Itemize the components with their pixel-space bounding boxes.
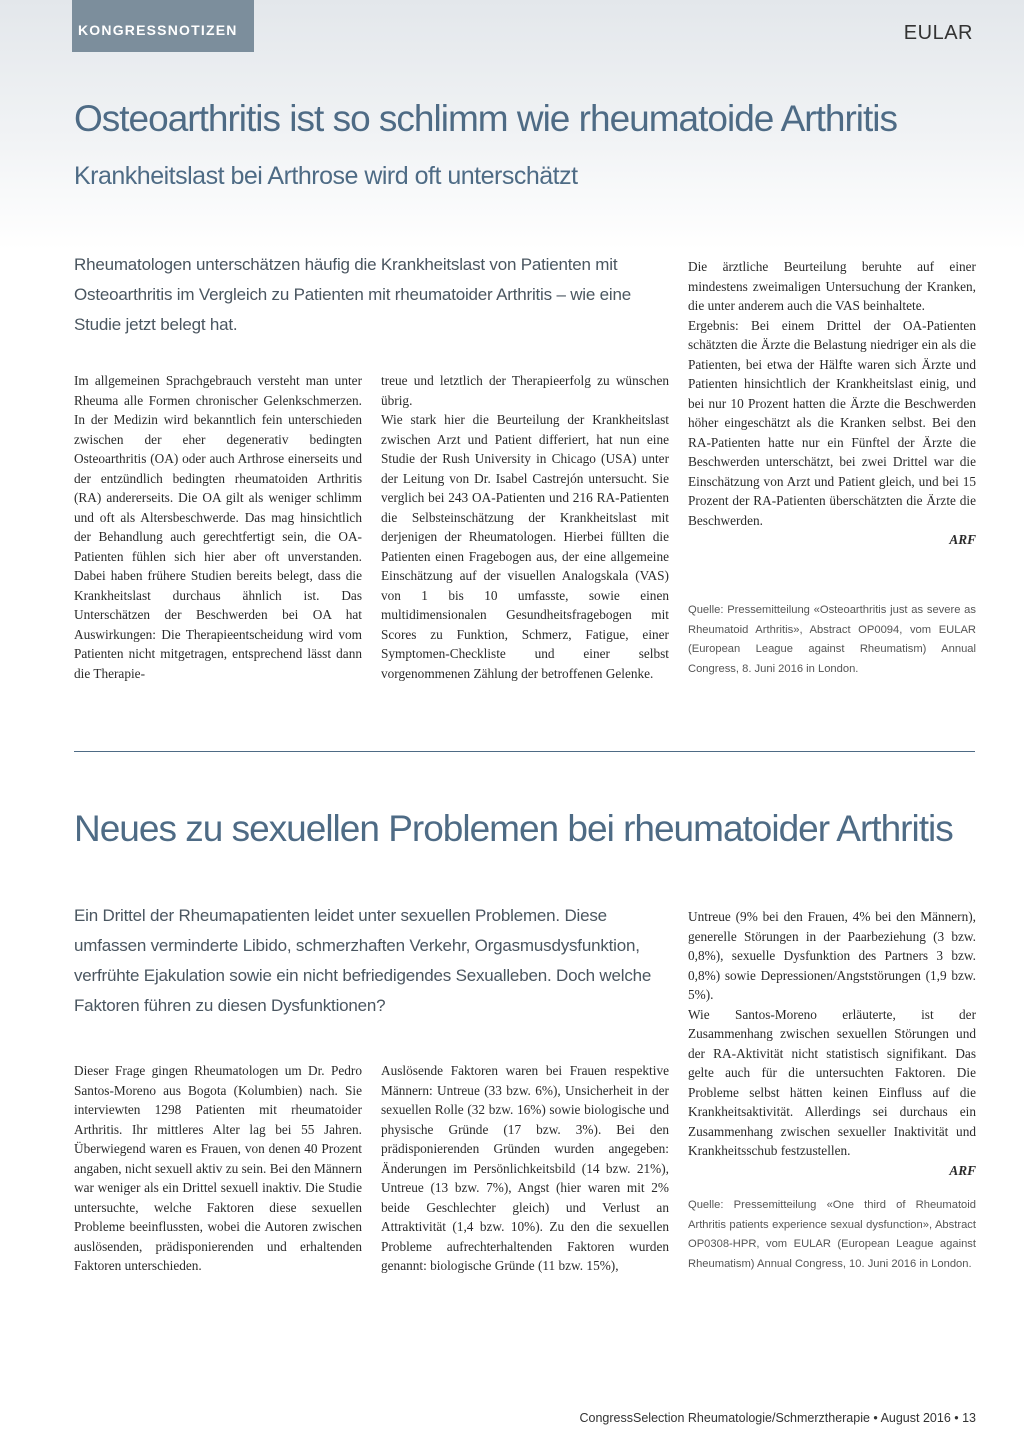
article1-column-3 [688,257,976,550]
article1-subtitle: Krankheitslast bei Arthrose wird oft unterschätzt [74,162,578,190]
article2-column-3 [688,907,976,1180]
page-footer: CongressSelection Rheumatologie/Schmerztherapie • August 2016 • 13 [579,1411,976,1425]
article2-title: Neues zu sexuellen Problemen bei rheumatoider Arthritis [74,808,953,849]
article2-author-signature: ARF [949,1162,976,1178]
article1-column-2 [381,371,669,683]
article1-col2-paragraph-1: treue und letztlich der Therapieerfolg zu wünschen übrig. [381,373,669,408]
article2-col3-paragraph-1: Untreue (9% bei den Frauen, 4% bei den Männern), generelle Störungen in der Paarbeziehung (3 bzw. 0,8%), sexuelle Dysfunktion des Partners 3 bzw. 0,8%) sowie Depressionen/Angststörungen (1,9 bzw. 5%). [688,909,976,1002]
article2-col1-paragraph: Dieser Frage gingen Rheumatologen um Dr. Pedro Santos-Moreno aus Bogota (Kolumbien) nach. Sie interviewten 1298 Patienten mit rheumatoider Arthritis. Ihr mittleres Alter lag bei 55 Jahren. Überwiegend waren es Frauen, von denen 40 Prozent angaben, nicht sexuell aktiv zu sein. Bei den Männern war weniger als ein Drittel sexuell inaktiv. Die Studie untersuchte, welche Faktoren diese sexuellen Probleme beeinflussten, wobei die Autoren zwischen auslösenden, prädisponierenden und erhaltenden Faktoren unterschieden. [74,1063,363,1273]
article2-col2-paragraph: Auslösende Faktoren waren bei Frauen respektive Männern: Untreue (33 bzw. 6%), Unsicherheit in der sexuellen Rolle (32 bzw. 16%) sowie biologische und physische Gründe (17 bzw. 3%). Bei den prädisponierenden Gründen wurden angegeben: Änderungen im Persönlichkeitsbild (14 bzw. 21%), Untreue (13 bzw. 7%), Angst (hier waren mit 2% beide Geschlechter gleich) und Verlust an Attraktivität (1,4 bzw. 10%). Zu den die sexuellen Probleme aufrechterhaltenden Faktoren wurden genannt: biologische Gründe (11 bzw. 15%), [381,1063,669,1273]
article2-column-1 [74,1061,362,1276]
article1-col2-paragraph-2: Wie stark hier die Beurteilung der Krankheitslast zwischen Arzt und Patient differiert, hat nun eine Studie der Rush University in Chicago (USA) unter der Leitung von Dr. Isabel Castrejón untersucht. Sie verglich bei 243 OA-Patienten und 216 RA-Patienten die Selbsteinschätzung der Krankheitslast mit derjenigen der Rheumatologen. Hierbei füllten die Patienten einen Fragebogen aus, der eine allgemeine Einschätzung auf der visuellen Analogskala (VAS) von 1 bis 10 umfasste, sowie einen multidimensionalen Gesundheitsfragebogen mit Scores zu Funktion, Schmerz, Fatigue, einer Symptomen-Checkliste und einer selbst vorgenommenen Zählung der betroffenen Gelenke. [381,412,669,681]
section-label: KONGRESSNOTIZEN [72,0,254,52]
article2-column-2 [381,1061,669,1276]
topic-label: EULAR [903,22,973,44]
article1-col3-paragraph-1: Die ärztliche Beurteilung beruhte auf einer mindestens zweimaligen Untersuchung der Kranken, die unter anderem auch die VAS beinhaltete. [688,259,976,313]
article-divider [74,751,975,752]
article2-col3-paragraph-2: Wie Santos-Moreno erläuterte, ist der Zusammenhang zwischen sexuellen Störungen und der RA-Aktivität nicht statistisch signifikant. Das gelte auch für die untersuchten Faktoren. Die Probleme selbst hätten keinen Einfluss auf die Krankheitsaktivität. Allerdings sei durchaus ein Zusammenhang zwischen sexueller Inaktivität und Krankheitsschub festzustellen. [688,1006,976,1158]
article1-col1-paragraph: Im allgemeinen Sprachgebrauch versteht man unter Rheuma alle Formen chronischer Gelenkschmerzen. In der Medizin wird bekanntlich fein unterschieden zwischen der eher degenerativ bedingten Osteoarthritis (OA) oder auch Arthrose einerseits und der entzündlich bedingten rheumatoiden Arthritis (RA) andererseits. Die OA gilt als weniger schlimm und oft als Altersbeschwerde. Das mag hinsichtlich der Behandlung auch gerechtfertigt sein, die OA-Patienten fühlen sich hier aber oft unverstanden. Dabei haben frühere Studien bereits belegt, dass die Krankheitslast durchaus ähnlich ist. Das Unterschätzen der Beschwerden bei OA hat Auswirkungen: Die Therapieentscheidung wird vom Patienten nicht mitgetragen, entsprechend lässt dann die Therapie- [74,373,362,681]
article2-lead: Ein Drittel der Rheumapatienten leidet unter sexuellen Problemen. Diese umfassen verminderte Libido, schmerzhaften Verkehr, Orgasmusdysfunktion, verfrühte Ejakulation sowie ein nicht befriedigendes Sexualleben. Doch welche Faktoren führen zu diesen Dysfunktionen? [74,906,652,1015]
article1-column-1 [74,371,362,683]
article1-lead: Rheumatologen unterschätzen häufig die Krankheitslast von Patienten mit Osteoarthritis im Vergleich zu Patienten mit rheumatoider Arthritis – wie eine Studie jetzt belegt hat. [74,255,631,334]
article1-source-note: Quelle: Pressemitteilung «Osteoarthritis just as severe as Rheumatoid Arthritis», Abstract OP0094, vom EULAR (European League against Rheumatism) Annual Congress, 8. Juni 2016 in London. [688,604,976,675]
article2-source-note: Quelle: Pressemitteilung «One third of Rheumatoid Arthritis patients experience sexual dysfunction», Abstract OP0308-HPR, vom EULAR (European League against Rheumatism) Annual Congress, 10. Juni 2016 in London. [688,1199,976,1270]
article1-col3-paragraph-2: Ergebnis: Bei einem Drittel der OA-Patienten schätzten die Ärzte die Belastung niedriger ein als die Patienten, bei etwa der Hälfte waren sich Ärzte und Patienten hinsichtlich der Krankheitslast einig, und bei nur 10 Prozent hatten die Ärzte die Beschwerden höher eingeschätzt als die Kranken selbst. Bei den RA-Patienten hatte nur ein Fünftel der Ärzte die Beschwerden unterschätzt, bei zwei Drittel war die Einschätzung von Arzt und Patient gleich, und bei 15 Prozent der RA-Patienten überschätzten die Ärzte die Beschwerden. [688,317,976,528]
article1-title: Osteoarthritis ist so schlimm wie rheumatoide Arthritis [74,98,897,139]
article1-author-signature: ARF [949,532,976,547]
